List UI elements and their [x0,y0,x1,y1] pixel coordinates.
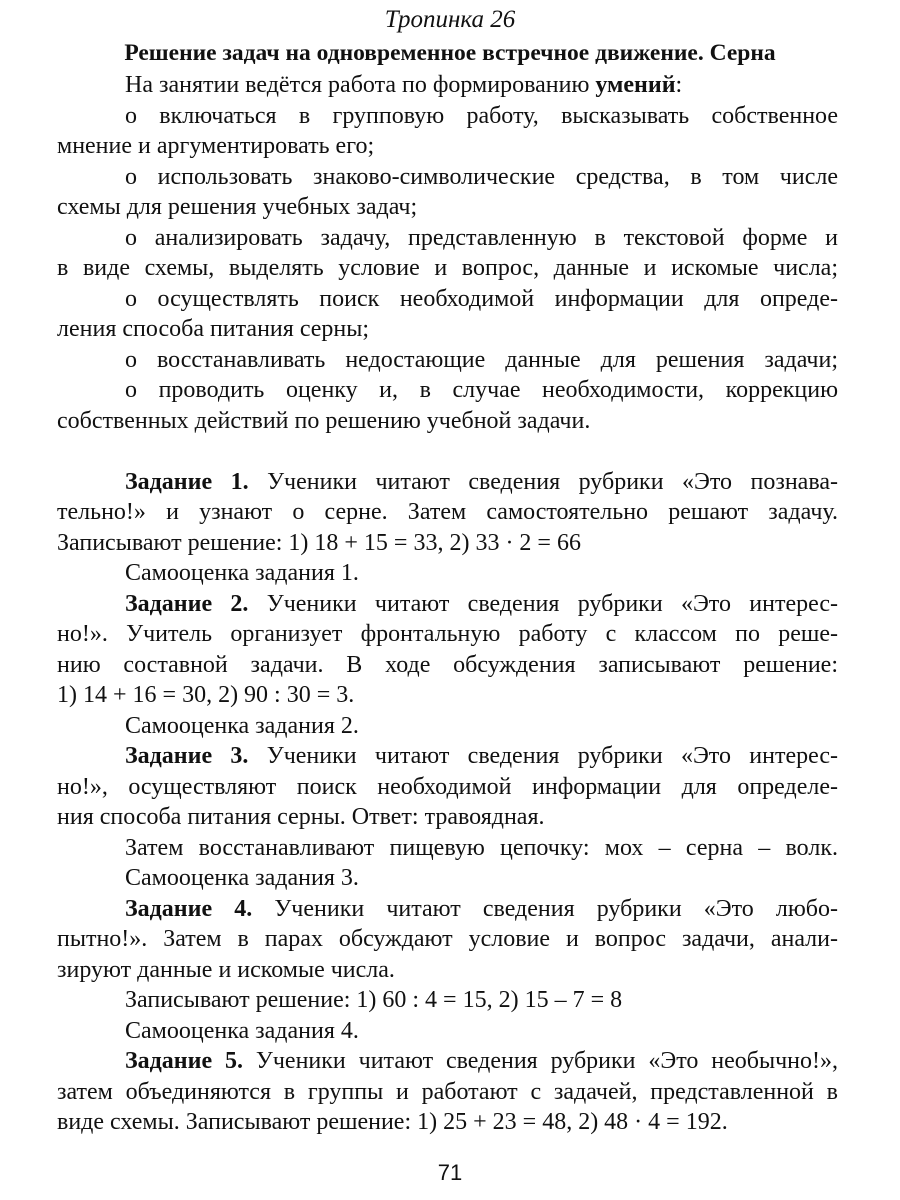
text-line [57,741,838,772]
text-segment: мнение и аргументировать его; [57,133,375,159]
text-line [57,253,838,284]
text-line [57,131,838,162]
page-number: 71 [437,1160,463,1185]
text-segment: Ученики читают сведения рубрики «Это любо- [252,895,838,922]
document-body [57,70,838,1138]
text-segment: Самооценка задания 4. [125,1017,359,1044]
text-segment: затем объединяются в группы и работают с задачей, представленной в [57,1078,838,1105]
text-line [57,711,838,742]
text-segment: Ученики читают сведения рубрики «Это познава- [248,468,838,495]
text-segment: Самооценка задания 2. [125,712,359,739]
lesson-heading: Решение задач на одновременное встречное движение. Серна [124,40,776,66]
bold-text: умений [595,72,676,98]
bold-text: Задание 3. [125,743,249,769]
text-segment: ления способа питания серны; [57,316,370,342]
bold-text: Задание 1. [125,468,249,495]
blank-line [57,436,838,467]
text-line [57,375,838,406]
text-line [57,101,838,132]
text-line [57,314,838,345]
text-segment: Самооценка задания 3. [125,865,359,891]
text-line [57,223,838,254]
text-line [57,619,838,650]
text-segment: о включаться в групповую работу, высказывать собственное [125,102,838,129]
text-line [57,955,838,986]
text-line [57,1046,838,1077]
text-line [57,1077,838,1108]
text-line [57,924,838,955]
text-line [57,162,838,193]
text-segment: о восстанавливать недостающие данные для решения задачи; [125,346,838,373]
text-segment: собственных действий по решению учебной задачи. [57,407,591,434]
text-segment: виде схемы. Записывают решение: 1) 25 + 23 = 48, 2) 48 · 4 = 192. [57,1109,728,1135]
text-line [57,589,838,620]
text-line [57,894,838,925]
text-segment: Ученики читают сведения рубрики «Это интерес- [248,590,838,617]
text-segment: : [675,72,683,98]
text-segment: но!», осуществляют поиск необходимой информации для определе- [57,773,838,800]
text-line [57,528,838,559]
text-line [57,497,838,528]
text-line [57,863,838,894]
text-line [57,284,838,315]
text-segment: Самооценка задания 1. [125,560,359,586]
text-segment: в виде схемы, выделять условие и вопрос, данные и искомые числа; [57,255,838,281]
text-line [57,192,838,223]
text-segment: ния способа питания серны. Ответ: травоядная. [57,804,545,830]
text-segment: зируют данные и искомые числа. [57,956,395,983]
text-segment: о осуществлять поиск необходимой информации для опреде- [125,285,838,312]
text-segment: схемы для решения учебных задач; [57,194,418,220]
text-line [57,680,838,711]
text-segment: Записывают решение: 1) 60 : 4 = 15, 2) 15 – 7 = 8 [125,987,623,1013]
text-segment: пытно!». Затем в парах обсуждают условие и вопрос задачи, анали- [57,926,838,952]
text-line [57,406,838,437]
text-line [57,558,838,589]
text-line [57,772,838,803]
text-line [57,802,838,833]
text-line [57,985,838,1016]
text-line [57,1107,838,1138]
text-line [57,833,838,864]
text-segment: Ученики читают сведения рубрики «Это интерес- [248,743,838,769]
text-line [57,345,838,376]
section-title: Тропинка 26 [384,6,516,33]
text-segment: На занятии ведётся работа по формированию [125,72,596,98]
text-segment: Записывают решение: 1) 18 + 15 = 33, 2) 33 · 2 = 66 [57,529,581,556]
text-segment: тельно!» и узнают о серне. Затем самостоятельно решают задачу. [57,499,838,525]
text-segment: о использовать знаково-символические средства, в том числе [125,163,838,190]
bold-text: Задание 2. [125,590,249,617]
text-line [57,467,838,498]
text-segment: нию составной задачи. В ходе обсуждения записывают решение: [57,651,838,678]
text-segment: 1) 14 + 16 = 30, 2) 90 : 30 = 3. [57,682,355,708]
text-segment: о проводить оценку и, в случае необходимости, коррекцию [125,377,838,403]
bold-text: Задание 4. [125,895,253,922]
text-line [57,650,838,681]
text-segment: Затем восстанавливают пищевую цепочку: мох – серна – волк. [125,834,838,861]
text-segment: о анализировать задачу, представленную в текстовой форме и [125,224,838,251]
text-line [57,1016,838,1047]
text-line [57,70,838,101]
text-segment: но!». Учитель организует фронтальную работу с классом по реше- [57,621,838,647]
bold-text: Задание 5. [125,1048,243,1074]
text-segment: Ученики читают сведения рубрики «Это необычно!», [242,1048,838,1074]
